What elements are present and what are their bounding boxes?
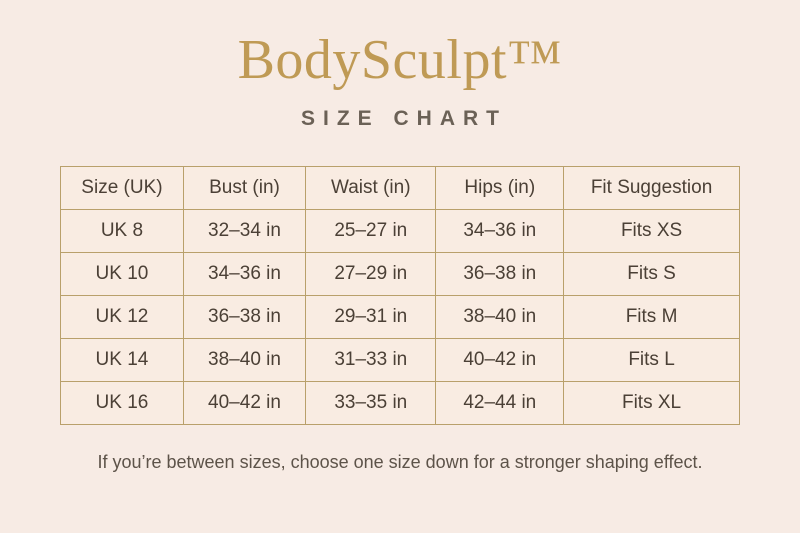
table-row: [61, 295, 740, 338]
table-cell-size: UK 16: [61, 381, 184, 424]
table-cell-bust: 32–34 in: [183, 209, 305, 252]
table-cell-hips: 34–36 in: [436, 209, 564, 252]
table-cell-fit: Fits S: [564, 252, 740, 295]
column-header-hips: Hips (in): [436, 166, 564, 209]
column-header-bust: Bust (in): [183, 166, 305, 209]
table-cell-bust: 40–42 in: [183, 381, 305, 424]
table-cell-hips: 36–38 in: [436, 252, 564, 295]
page-subtitle: SIZE CHART: [301, 106, 507, 130]
size-chart-table: [60, 166, 740, 425]
table-cell-bust: 38–40 in: [183, 338, 305, 381]
brand-title: BodySculpt™: [237, 29, 563, 91]
table-cell-fit: Fits XS: [564, 209, 740, 252]
table-cell-waist: 29–31 in: [306, 295, 436, 338]
table-cell-waist: 27–29 in: [306, 252, 436, 295]
table-row: [61, 338, 740, 381]
table-cell-bust: 36–38 in: [183, 295, 305, 338]
table-cell-size: UK 14: [61, 338, 184, 381]
table-cell-waist: 31–33 in: [306, 338, 436, 381]
table-cell-bust: 34–36 in: [183, 252, 305, 295]
table-cell-fit: Fits L: [564, 338, 740, 381]
table-cell-fit: Fits M: [564, 295, 740, 338]
table-cell-size: UK 10: [61, 252, 184, 295]
column-header-size: Size (UK): [61, 166, 184, 209]
table-header-row: [61, 166, 740, 209]
table-cell-fit: Fits XL: [564, 381, 740, 424]
table-cell-waist: 33–35 in: [306, 381, 436, 424]
table-cell-hips: 38–40 in: [436, 295, 564, 338]
table-cell-waist: 25–27 in: [306, 209, 436, 252]
column-header-waist: Waist (in): [306, 166, 436, 209]
table-row: [61, 252, 740, 295]
sizing-footnote: If you’re between sizes, choose one size down for a stronger shaping effect.: [97, 451, 703, 472]
table-row: [61, 209, 740, 252]
table-cell-hips: 40–42 in: [436, 338, 564, 381]
table-cell-size: UK 12: [61, 295, 184, 338]
table-cell-hips: 42–44 in: [436, 381, 564, 424]
table-row: [61, 381, 740, 424]
table-cell-size: UK 8: [61, 209, 184, 252]
column-header-fit: Fit Suggestion: [564, 166, 740, 209]
